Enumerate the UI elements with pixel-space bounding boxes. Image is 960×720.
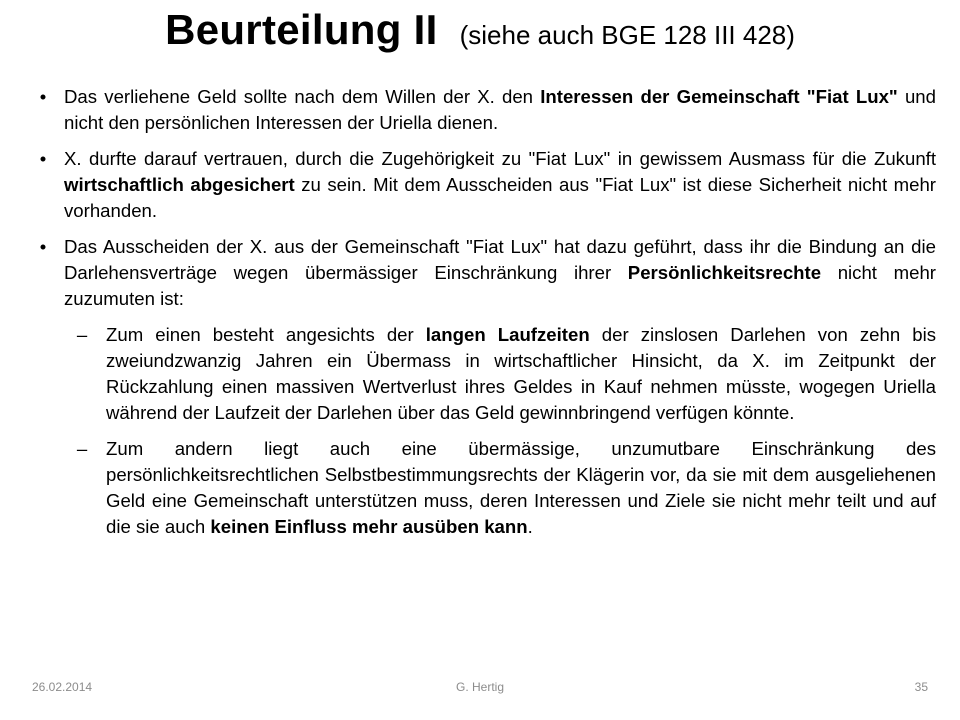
- bullet-dot: •: [39, 236, 47, 257]
- bullet-text: X. durfte darauf vertrauen, durch die Zugehörigkeit zu "Fiat Lux" in gewissem Ausmass für die Zukunft wirtschaftlich abgesichert zu sein. Mit dem Ausscheiden aus "Fiat Lux" ist diese Sicherheit nicht mehr vorhanden.: [64, 148, 936, 221]
- bullet-dot: •: [39, 148, 47, 169]
- bullet-text: Das verliehene Geld sollte nach dem Willen der X. den Interessen der Gemeinschaft "Fiat Lux" und nicht den persönlichen Interessen der Uriella dienen.: [64, 86, 936, 133]
- sub-bullet-text: Zum andern liegt auch eine übermässige, unzumutbare Einschränkung des persönlichkeitsrechtlichen Selbstbestimmungsrechts der Klägerin vor, da sie mit dem ausgeliehenen Geld eine Gemeinschaft unterstützen muss, deren Interessen und Ziele sie nicht mehr teilt und auf die sie auch keinen Einfluss mehr ausüben kann.: [106, 438, 936, 537]
- footer-author: G. Hertig: [455, 680, 504, 694]
- sub-bullet-dash: –: [76, 438, 88, 459]
- sub-bullet-item: [76, 322, 936, 426]
- bullet-item: [34, 146, 936, 224]
- bullet-item: [34, 234, 936, 312]
- slide-content: [34, 84, 936, 550]
- sub-bullet-text: Zum einen besteht angesichts der langen Laufzeiten der zinslosen Darlehen von zehn bis zweiundzwanzig Jahren ein Übermass in wirtschaftlicher Hinsicht, da X. im Zeitpunkt der Rückzahlung einen massiven Wertverlust ihres Geldes in Kauf nehmen müsste, wogegen Uriella während der Laufzeit der Darlehen über das Geld gewinnbringend verfügen könnte.: [106, 324, 936, 423]
- slide-title: [0, 6, 960, 54]
- sub-bullet-dash: –: [76, 324, 88, 345]
- sub-bullet-item: [76, 436, 936, 540]
- bullet-text: Das Ausscheiden der X. aus der Gemeinschaft "Fiat Lux" hat dazu geführt, dass ihr die Bindung an die Darlehensverträge wegen übermässiger Einschränkung ihrer Persönlichkeitsrechte nicht mehr zuzumuten ist:: [64, 236, 936, 309]
- title-main: Beurteilung II: [165, 6, 438, 53]
- bullet-item: [34, 84, 936, 136]
- footer-date: 26.02.2014: [32, 680, 93, 694]
- bullet-dot: •: [39, 86, 47, 107]
- footer-page-number: 35: [914, 680, 928, 694]
- title-subtitle: (siehe auch BGE 128 III 428): [459, 20, 795, 50]
